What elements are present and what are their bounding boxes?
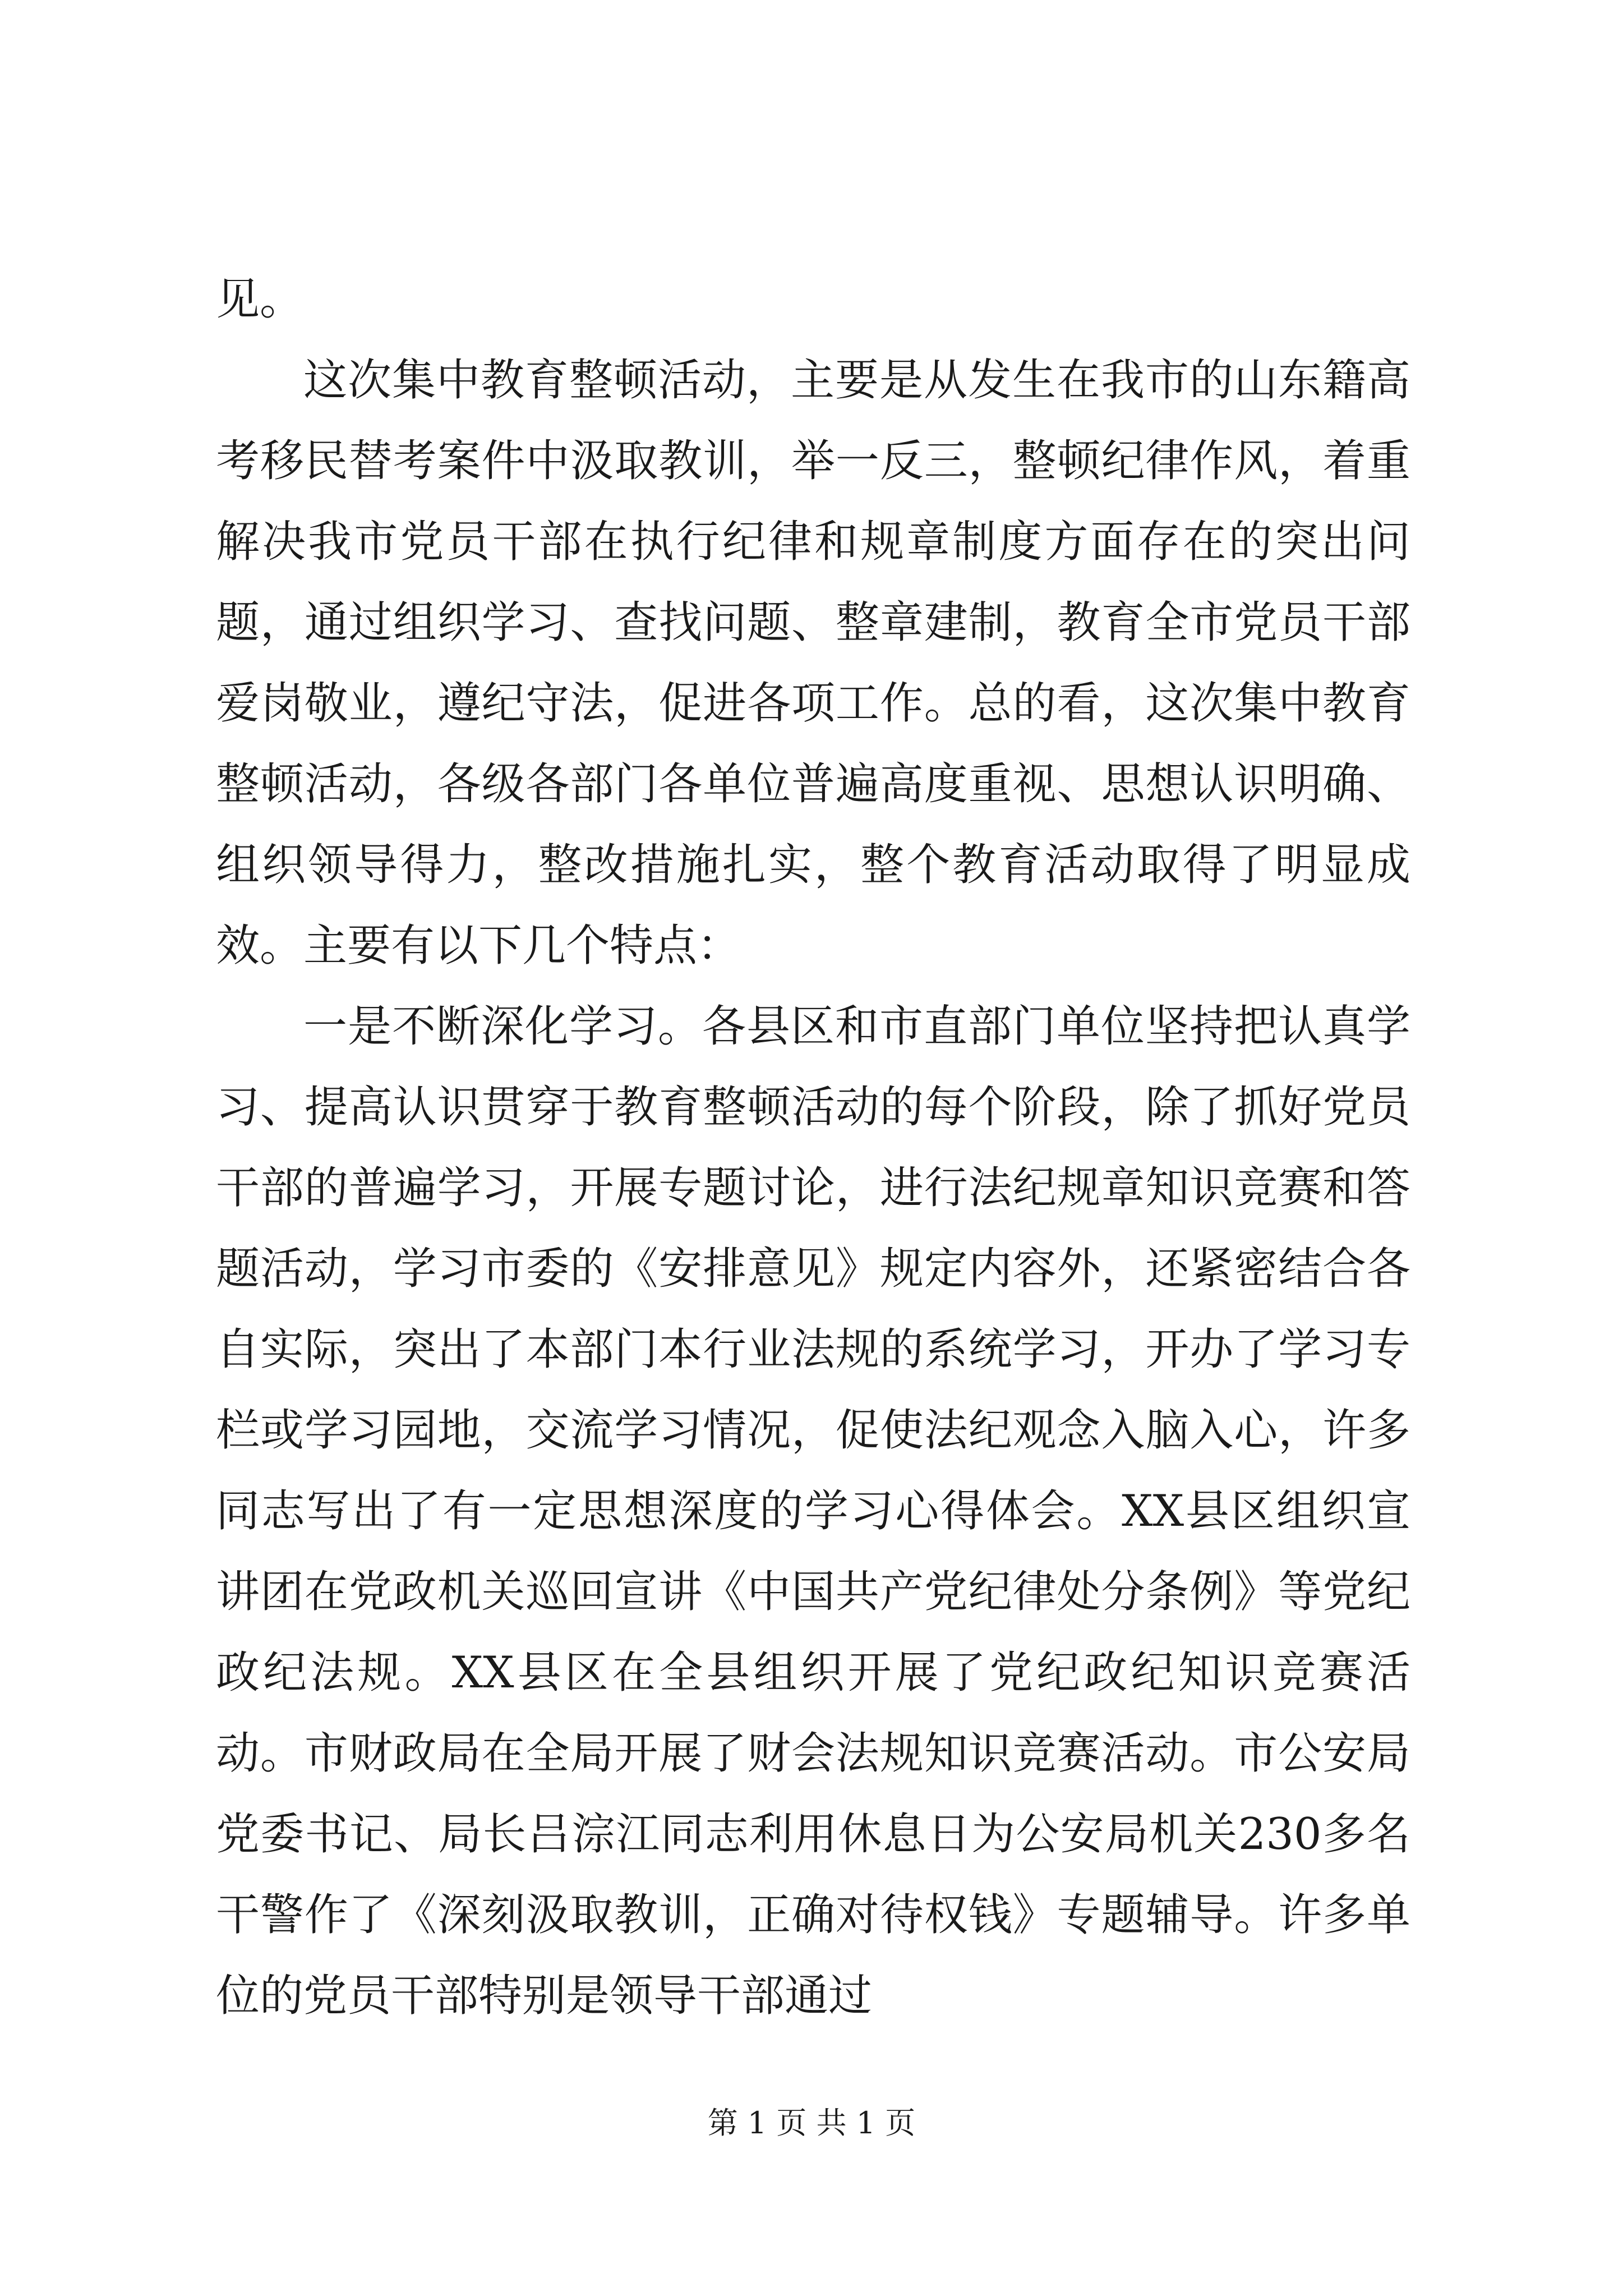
paragraph-overview: 这次集中教育整顿活动，主要是从发生在我市的山东籍高考移民替考案件中汲取教训，举一反三，整顿纪律作风，着重解决我市党员干部在执行纪律和规章制度方面存在的突出问题，通过组织学习、查找问题、整章建制，教育全市党员干部爱岗敬业，遵纪守法，促进各项工作。总的看，这次集中教育整顿活动，各级各部门各单位普遍高度重视、思想认识明确、组织领导得力，整改措施扎实，整个教育活动取得了明显成效。主要有以下几个特点： bbox=[216, 355, 1410, 971]
paragraph-continuation: 见。 bbox=[216, 274, 304, 325]
page-footer: 第 1 页 共 1 页 bbox=[707, 2105, 916, 2141]
document-body bbox=[216, 259, 1410, 2036]
paragraph-point-one: 一是不断深化学习。各县区和市直部门单位坚持把认真学习、提高认识贯穿于教育整顿活动的每个阶段，除了抓好党员干部的普遍学习，开展专题讨论，进行法纪规章知识竞赛和答题活动，学习市委的《安排意见》规定内容外，还紧密结合各自实际，突出了本部门本行业法规的系统学习，开办了学习专栏或学习园地，交流学习情况，促使法纪观念入脑入心，许多同志写出了有一定思想深度的学习心得体会。XX县区组织宣讲团在党政机关巡回宣讲《中国共产党纪律处分条例》等党纪政纪法规。XX县区在全县组织开展了党纪政纪知识竞赛活动。市财政局在全局开展了财会法规知识竞赛活动。市公安局党委书记、局长吕淙江同志利用休息日为公安局机关230多名干警作了《深刻汲取教训，正确对待权钱》专题辅导。许多单位的党员干部特别是领导干部通过 bbox=[216, 1001, 1410, 2021]
